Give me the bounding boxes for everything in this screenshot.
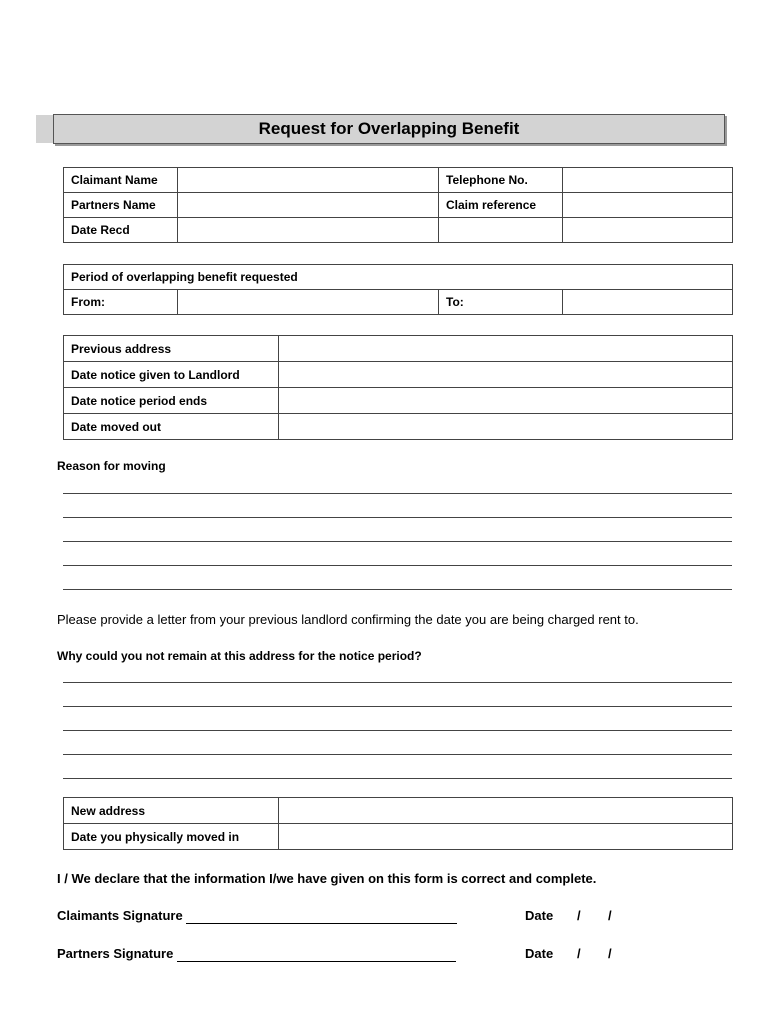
claimant-name-label: Claimant Name xyxy=(64,168,178,193)
reason-writing-line[interactable] xyxy=(63,493,732,494)
moved-out-label: Date moved out xyxy=(64,414,279,440)
notice-writing-line[interactable] xyxy=(63,730,732,731)
partners-name-field[interactable] xyxy=(178,193,439,218)
to-field[interactable] xyxy=(563,290,733,315)
moved-in-label: Date you physically moved in xyxy=(64,824,279,850)
partner-signature-label: Partners Signature xyxy=(57,946,174,961)
date-separator: / xyxy=(608,908,612,923)
reason-writing-line[interactable] xyxy=(63,589,732,590)
new-address-table xyxy=(63,797,733,850)
notice-given-label: Date notice given to Landlord xyxy=(64,362,279,388)
reason-writing-line[interactable] xyxy=(63,541,732,542)
date-recd-label: Date Recd xyxy=(64,218,178,243)
partner-signature-line[interactable] xyxy=(177,961,456,962)
from-label: From: xyxy=(64,290,178,315)
notice-given-field[interactable] xyxy=(279,362,733,388)
page-title: Request for Overlapping Benefit xyxy=(53,114,725,144)
reason-writing-line[interactable] xyxy=(63,517,732,518)
empty-cell xyxy=(439,218,563,243)
reason-writing-line[interactable] xyxy=(63,565,732,566)
partner-signature-row xyxy=(57,946,737,966)
notice-period-question: Why could you not remain at this address for the notice period? xyxy=(57,649,422,663)
claim-reference-field[interactable] xyxy=(563,193,733,218)
letter-instruction: Please provide a letter from your previous landlord confirming the date you are being charged rent to. xyxy=(57,612,639,627)
empty-cell xyxy=(563,218,733,243)
previous-address-table xyxy=(63,335,733,440)
previous-address-label: Previous address xyxy=(64,336,279,362)
moved-in-field[interactable] xyxy=(279,824,733,850)
notice-writing-line[interactable] xyxy=(63,778,732,779)
notice-ends-label: Date notice period ends xyxy=(64,388,279,414)
period-table xyxy=(63,264,733,315)
partner-date-label: Date xyxy=(525,946,554,961)
claimant-signature-label: Claimants Signature xyxy=(57,908,183,923)
claim-reference-label: Claim reference xyxy=(439,193,563,218)
new-address-label: New address xyxy=(64,798,279,824)
claimant-details-table xyxy=(63,167,733,243)
date-separator: / xyxy=(608,946,612,961)
partners-name-label: Partners Name xyxy=(64,193,178,218)
notice-writing-line[interactable] xyxy=(63,706,732,707)
reason-for-moving-label: Reason for moving xyxy=(57,459,166,473)
claimant-date-label: Date xyxy=(525,908,554,923)
claimant-signature-row xyxy=(57,908,737,928)
date-recd-field[interactable] xyxy=(178,218,439,243)
telephone-field[interactable] xyxy=(563,168,733,193)
moved-out-field[interactable] xyxy=(279,414,733,440)
claimant-name-field[interactable] xyxy=(178,168,439,193)
to-label: To: xyxy=(439,290,563,315)
telephone-label: Telephone No. xyxy=(439,168,563,193)
period-heading: Period of overlapping benefit requested xyxy=(64,265,733,290)
notice-ends-field[interactable] xyxy=(279,388,733,414)
from-field[interactable] xyxy=(178,290,439,315)
previous-address-field[interactable] xyxy=(279,336,733,362)
date-separator: / xyxy=(577,946,581,961)
new-address-field[interactable] xyxy=(279,798,733,824)
date-separator: / xyxy=(577,908,581,923)
notice-writing-line[interactable] xyxy=(63,754,732,755)
notice-writing-line[interactable] xyxy=(63,682,732,683)
declaration-text: I / We declare that the information I/we have given on this form is correct and complete. xyxy=(57,871,597,886)
claimant-signature-line[interactable] xyxy=(186,923,457,924)
